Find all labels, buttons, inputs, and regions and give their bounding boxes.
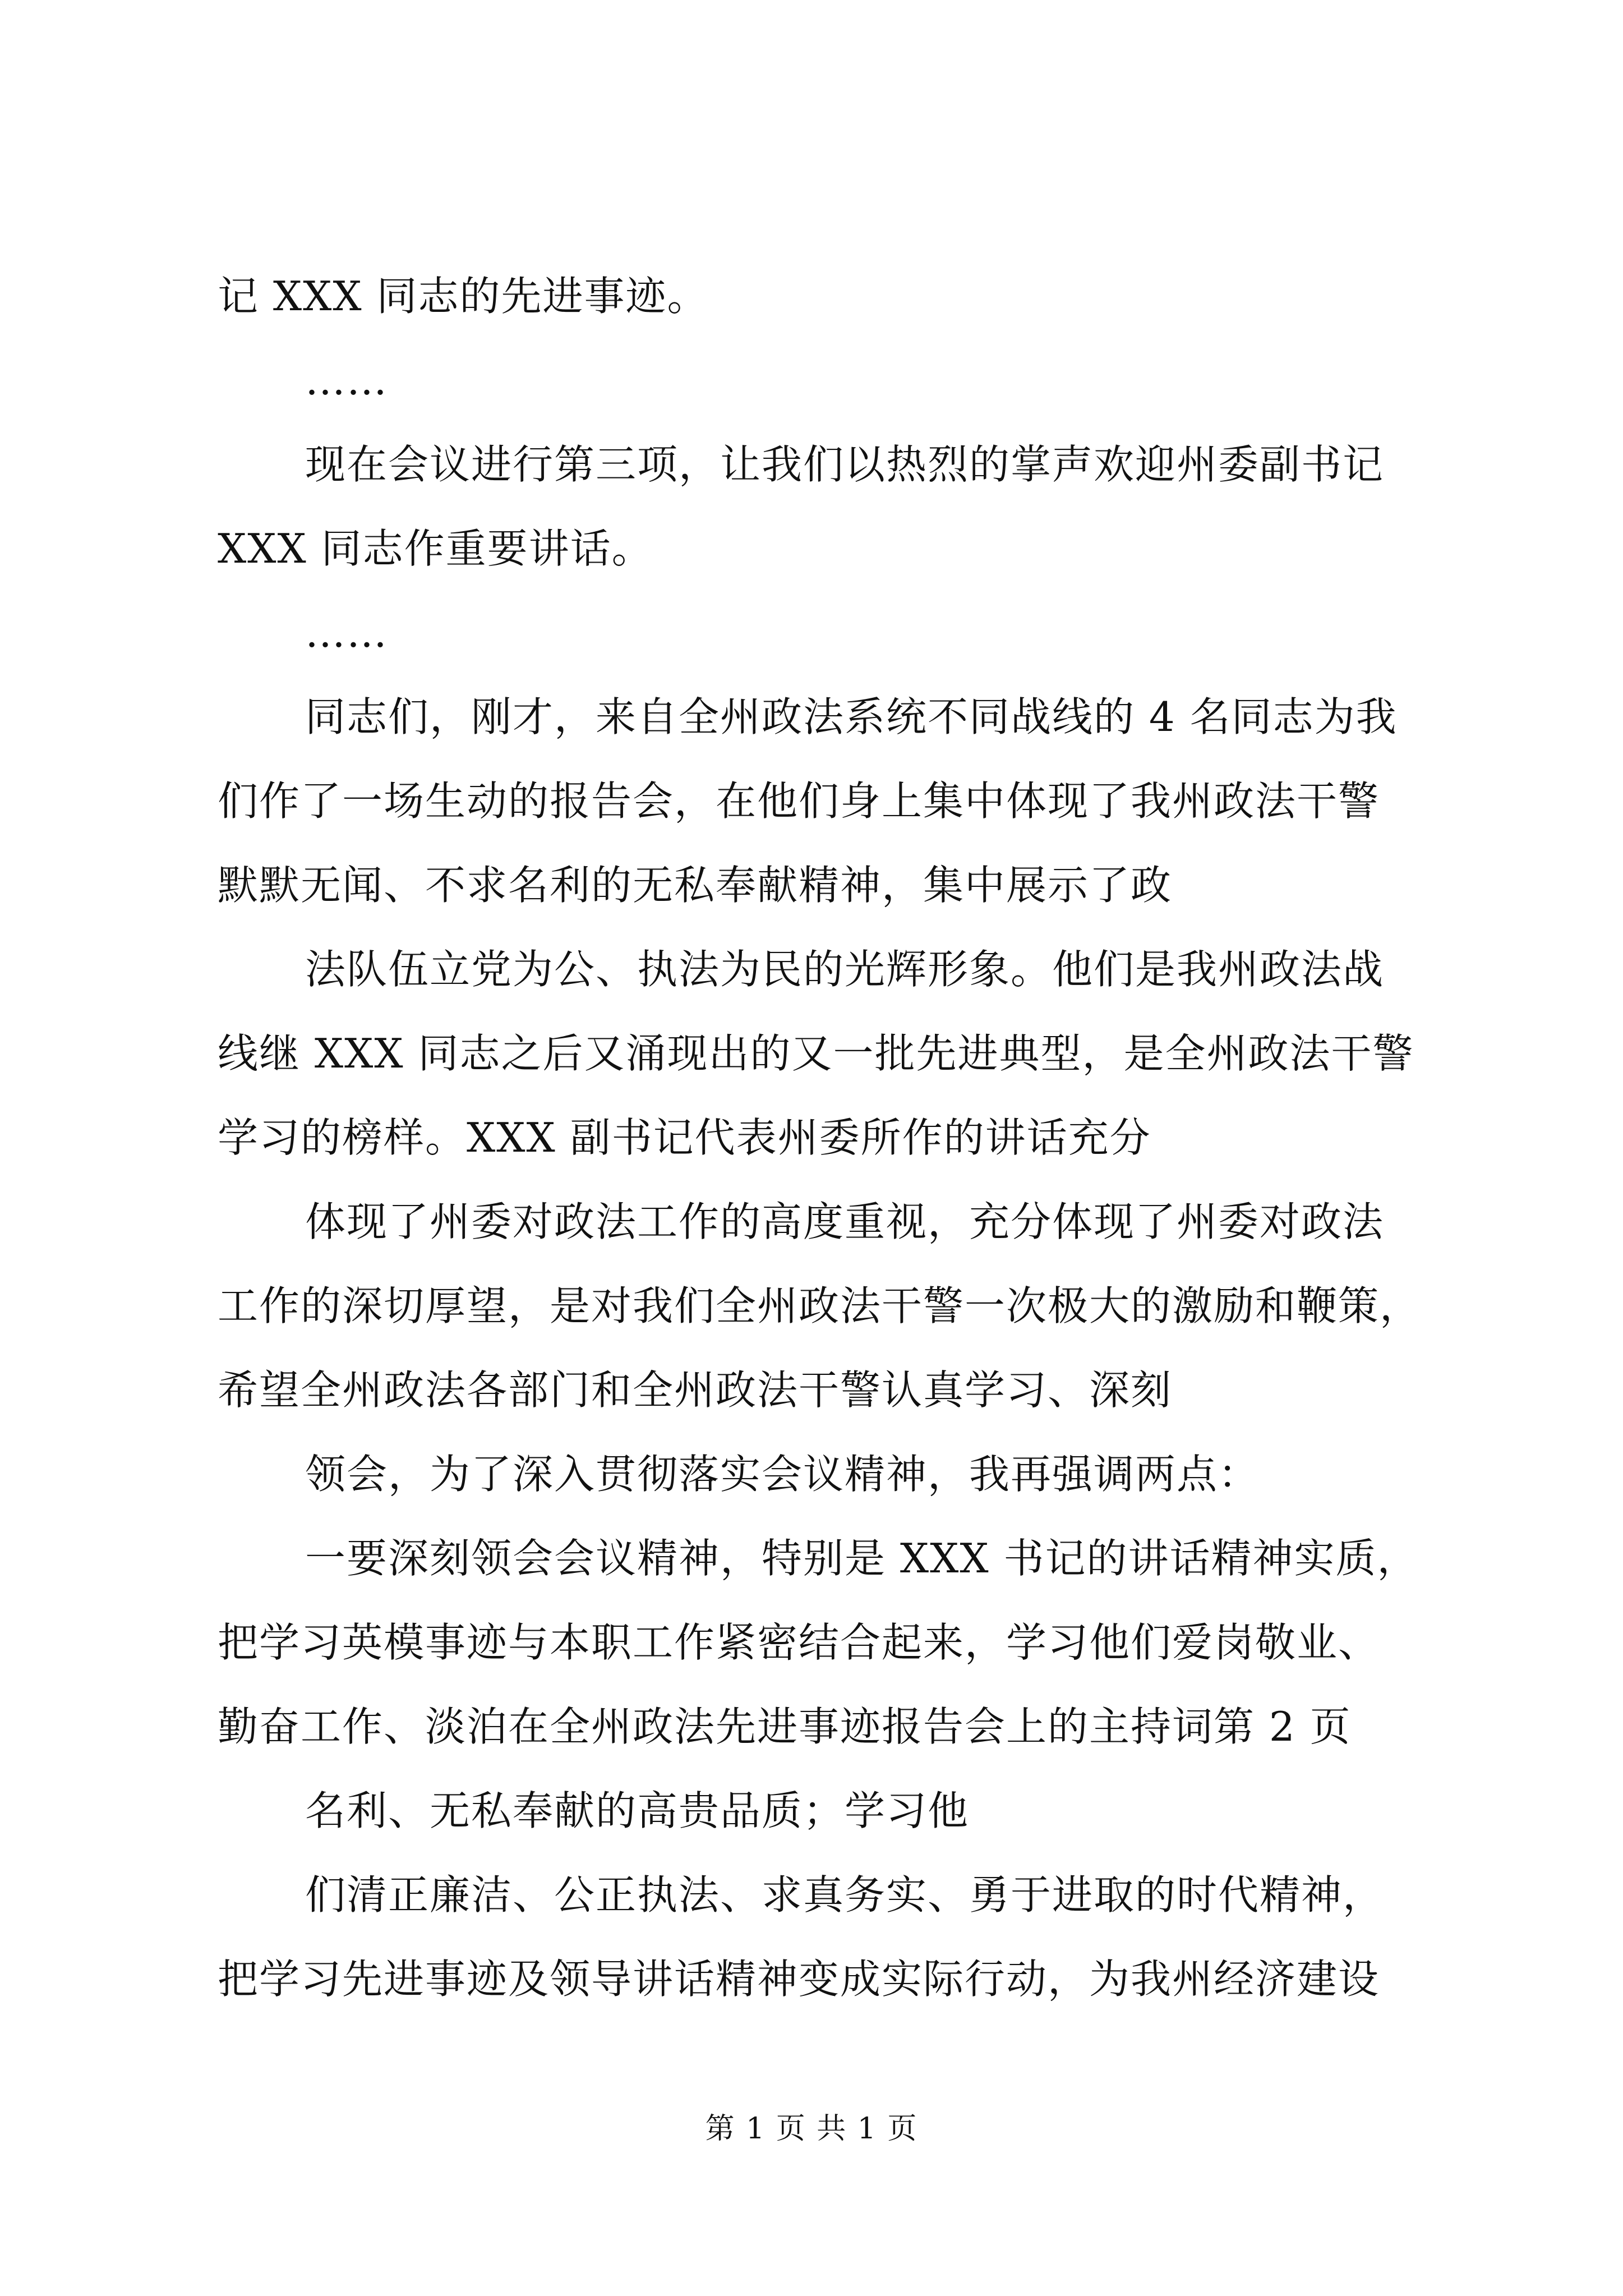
ellipsis-line: …… xyxy=(305,609,388,656)
text-line: 一要深刻领会会议精神，特别是 XXX 书记的讲话精神实质， xyxy=(305,1535,1419,1582)
text-line: 们清正廉洁、公正执法、求真务实、勇于进取的时代精神， xyxy=(305,1871,1385,1918)
text-line: 把学习先进事迹及领导讲话精神变成实际行动，为我州经济建设 xyxy=(218,1955,1380,2003)
text-line: 法队伍立党为公、执法为民的光辉形象。他们是我州政法战 xyxy=(305,946,1385,993)
text-line: 希望全州政法各部门和全州政法干警认真学习、深刻 xyxy=(218,1366,1173,1414)
text-line: 记 XXX 同志的先进事迹。 xyxy=(218,273,709,320)
text-line: 线继 XXX 同志之后又涌现出的又一批先进典型，是全州政法干警 xyxy=(218,1030,1414,1077)
text-line: 勤奋工作、淡泊在全州政法先进事迹报告会上的主持词第 2 页 xyxy=(218,1703,1352,1750)
text-line: 同志们，刚才，来自全州政法系统不同战线的 4 名同志为我 xyxy=(305,693,1398,740)
text-line: 学习的榜样。XXX 副书记代表州委所作的讲话充分 xyxy=(218,1114,1151,1161)
text-line: 现在会议进行第三项，让我们以热烈的掌声欢迎州委副书记 xyxy=(305,441,1385,488)
text-line: 名利、无私奉献的高贵品质；学习他 xyxy=(305,1787,970,1834)
text-line: 们作了一场生动的报告会，在他们身上集中体现了我州政法干警 xyxy=(218,777,1380,825)
text-line: 默默无闻、不求名利的无私奉献精神，集中展示了政 xyxy=(218,862,1173,909)
text-line: XXX 同志作重要讲话。 xyxy=(218,525,653,572)
page-footer: 第 1 页 共 1 页 xyxy=(705,2112,918,2146)
text-line: 体现了州委对政法工作的高度重视，充分体现了州委对政法 xyxy=(305,1198,1385,1245)
text-line: 领会，为了深入贯彻落实会议精神，我再强调两点： xyxy=(305,1451,1260,1498)
text-line: 工作的深切厚望，是对我们全州政法干警一次极大的激励和鞭策， xyxy=(218,1282,1422,1329)
document-body xyxy=(218,268,1451,2035)
text-line: 把学习英模事迹与本职工作紧密结合起来，学习他们爱岗敬业、 xyxy=(218,1619,1380,1666)
ellipsis-line: …… xyxy=(305,357,388,404)
